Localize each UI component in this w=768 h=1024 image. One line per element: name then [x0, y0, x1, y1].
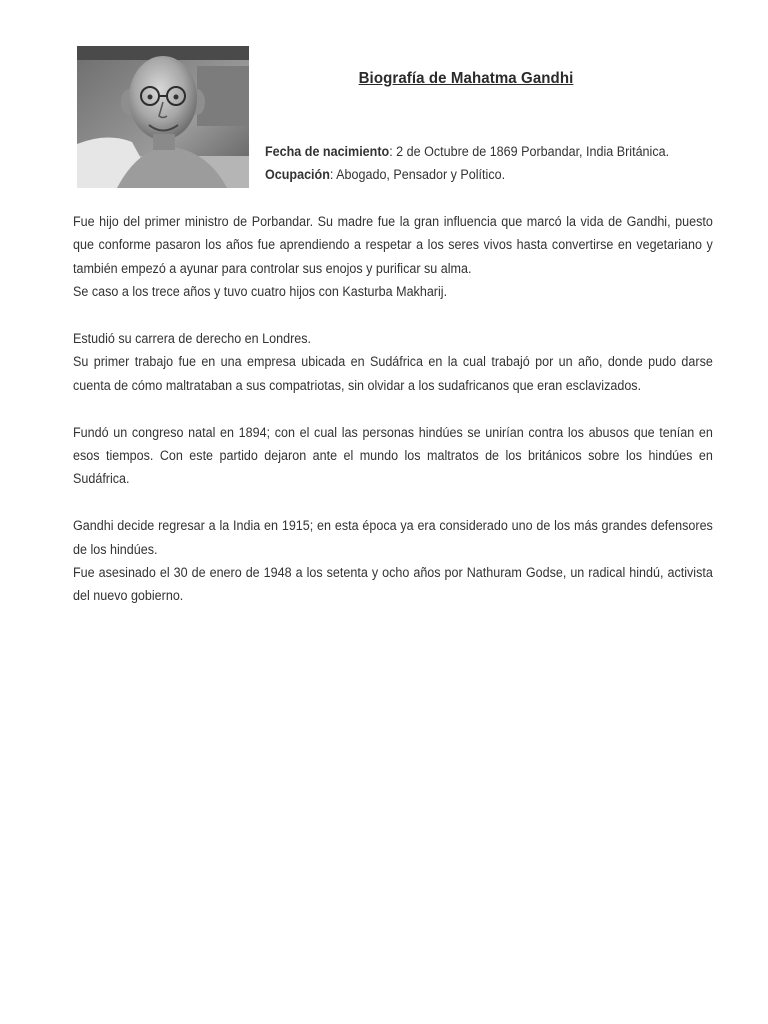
- biography-body: [73, 210, 713, 608]
- birth-label: Fecha de nacimiento: [265, 144, 390, 159]
- birth-info: [265, 144, 669, 159]
- paragraph: Fundó un congreso natal en 1894; con el cual las personas hindúes se unirían contra los abusos que tenían en esos tiempos. Con este partido dejaron ante el mundo los maltratos de los británicos sobre los hindúes en Sudáfrica.: [73, 424, 713, 487]
- paragraph: Gandhi decide regresar a la India en 1915; en esta época ya era considerado uno de los más grandes defensores de los hindúes.: [73, 518, 713, 557]
- paragraph: Estudió su carrera de derecho en Londres.: [73, 331, 312, 347]
- occupation-value: : Abogado, Pensador y Político.: [329, 167, 506, 182]
- paragraph: Fue hijo del primer ministro de Porbandar. Su madre fue la gran influencia que marcó la vida de Gandhi, puesto que conforme pasaron los años fue aprendiendo a respetar a los seres vivos hasta convertirse en vegetariano y también empezó a ayunar para controlar sus enojos y purificar su alma.: [73, 214, 713, 276]
- paragraph: Su primer trabajo fue en una empresa ubicada en Sudáfrica en la cual trabajó por un año, donde pudo darse cuenta de cómo maltrataban a sus compatriotas, sin olvidar a los sudafricanos que eran esclavizados.: [73, 354, 713, 393]
- occupation-label: Ocupación: [265, 167, 330, 182]
- paragraph: Se caso a los trece años y tuvo cuatro hijos con Kasturba Makharij.: [73, 284, 448, 300]
- paragraph: Fue asesinado el 30 de enero de 1948 a los setenta y ocho años por Nathuram Godse, un radical hindú, activista del nuevo gobierno.: [73, 565, 713, 604]
- page-title: Biografía de Mahatma Gandhi: [358, 70, 574, 87]
- portrait-photo-icon: [77, 46, 249, 188]
- birth-value: : 2 de Octubre de 1869 Porbandar, India Británica.: [389, 144, 670, 159]
- occupation-info: [265, 167, 505, 182]
